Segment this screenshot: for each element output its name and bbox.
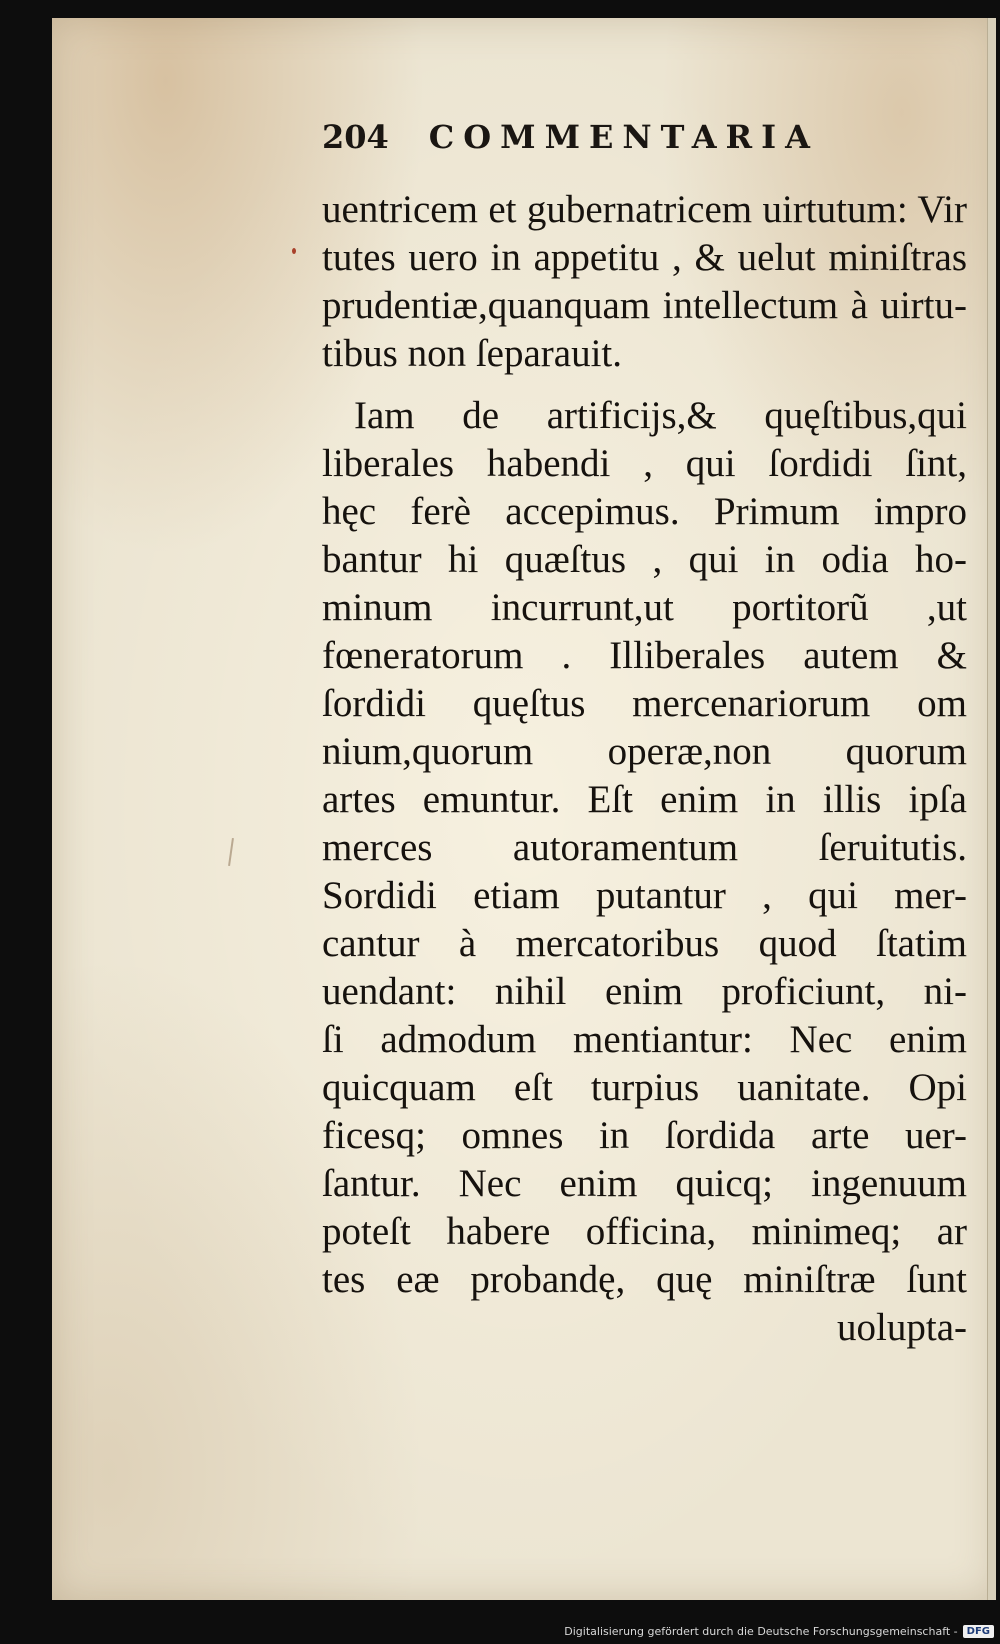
text-line: prudentiæ,quanquam intellectum à uirtu- <box>322 284 967 327</box>
text-line: tes eæ probandę, quę miniſtræ ſunt <box>322 1258 967 1301</box>
text-line: ſantur. Nec enim quicq; ingenuum <box>322 1162 967 1205</box>
text-line: artes emuntur. Eſt enim in illis ipſa <box>322 778 967 821</box>
text-line: nium,quorum operæ,non quorum <box>322 730 967 773</box>
text-line: uendant: nihil enim proficiunt, ni- <box>322 970 967 1013</box>
digitization-credit <box>564 1625 994 1638</box>
text-line: ficesq; omnes in ſordida arte uer- <box>322 1114 967 1157</box>
paragraph-gap <box>322 378 967 392</box>
text-line: ſi admodum mentiantur: Nec enim <box>322 1018 967 1061</box>
page-edge <box>987 18 996 1600</box>
text-line: merces autoramentum ſeruitutis. <box>322 826 967 869</box>
running-title: COMMENTARIA <box>428 118 819 156</box>
text-line: bantur hi quæſtus , qui in odia ho- <box>322 538 967 581</box>
dfg-logo: DFG <box>963 1625 994 1638</box>
credit-text: Digitalisierung gefördert durch die Deutsche Forschungsgemeinschaft - <box>564 1625 958 1638</box>
text-line: liberales habendi , qui ſordidi ſint, <box>322 442 967 485</box>
text-line: quicquam eſt turpius uanitate. Opi <box>322 1066 967 1109</box>
text-line: hęc ferè accepimus. Primum impro <box>322 490 967 533</box>
ink-spot <box>292 248 296 254</box>
text-line: fœneratorum . Illiberales autem & <box>322 634 967 677</box>
text-line: poteſt habere officina, minimeq; ar <box>322 1210 967 1253</box>
margin-mark <box>228 838 234 866</box>
text-line: Sordidi etiam putantur , qui mer- <box>322 874 967 917</box>
text-line: cantur à mercatoribus quod ſtatim <box>322 922 967 965</box>
text-line: minum incurrunt,ut portitorũ ,ut <box>322 586 967 629</box>
catchword: uolupta- <box>837 1306 967 1349</box>
text-line: ſordidi quęſtus mercenariorum om <box>322 682 967 725</box>
page-number: 204 <box>322 118 389 156</box>
text-line: tutes uero in appetitu , & uelut miniſtras <box>322 236 967 279</box>
text-line: uentricem et gubernatricem uirtutum: Vir <box>322 188 967 231</box>
running-head <box>322 118 882 156</box>
text-line: Iam de artificijs,& quęſtibus,qui <box>354 394 967 437</box>
text-line: tibus non ſeparauit. <box>322 332 623 375</box>
text-block <box>322 186 967 1352</box>
